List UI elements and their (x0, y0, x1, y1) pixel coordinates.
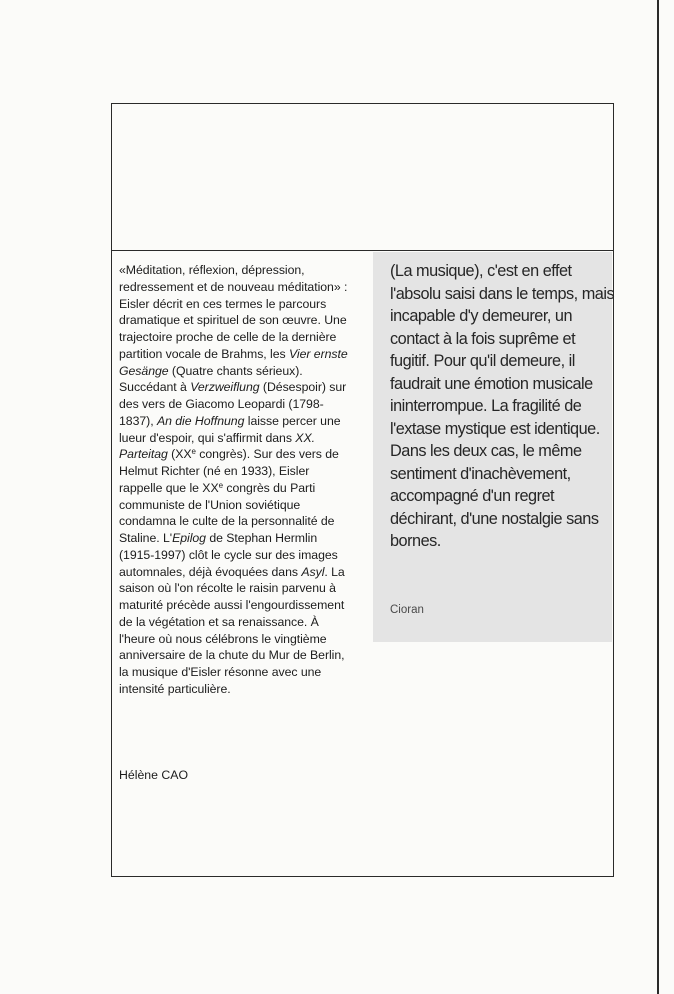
quote-box (373, 252, 615, 642)
work-title: Asyl (301, 564, 325, 579)
header-box (112, 104, 613, 251)
article-body: «Méditation, réflexion, dépression, redressement et de nouveau méditation» : Eisler décrit en ces termes le parcours dramatique et spirituel de son œuvre. Une trajectoire proche de celle de la dernière partition vocale de Brahms, les Vier ernste Gesänge (Quatre chants sérieux). Succédant à Verzweiflung (Désespoir) sur des vers de Giacomo Leopardi (1798-1837), An die Hoffnung laisse percer une lueur d'espoir, qui s'affirmit dans XX. Parteitag (XXe congrès). Sur des vers de Helmut Richter (né en 1933), Eisler rappelle que le XXe congrès du Parti communiste de l'Union soviétique condamna le culte de la personnalité de Staline. L'Epilog de Stephan Hermlin (1915-1997) clôt le cycle sur des images automnales, déjà évoquées dans Asyl. La saison où l'on récolte le raisin parvenu à maturité précède aussi l'engourdissement de la végétation et sa renaissance. À l'heure où nous célébrons le vingtième anniversaire de la chute du Mur de Berlin, la musique d'Eisler résonne avec une intensité particulière. (119, 263, 348, 696)
article-author: Hélène CAO (119, 768, 189, 782)
work-title: Verzweiflung (190, 380, 260, 395)
page-frame (111, 103, 614, 877)
quote-text: (La musique), c'est en effet l'absolu saisi dans le temps, mais incapable d'y demeurer, un contact à la fois suprême et fugitif. Pour qu'il demeure, il faudrait une émotion musicale ininterrompue. La fragilité de l'extase mystique est identique. Dans les deux cas, le même sentiment d'inachèvement, accompagné d'un regret déchirant, d'une nostalgie sans bornes. (390, 262, 615, 550)
work-title: XX. Parteitag (119, 430, 315, 462)
article-column (119, 262, 355, 698)
work-title: An die Hoffnung (156, 413, 245, 428)
page-edge-line (657, 0, 659, 994)
quote-author: Cioran (390, 604, 424, 616)
work-title: Epilog (172, 531, 206, 545)
work-title: Vier ernste Gesänge (119, 346, 348, 378)
